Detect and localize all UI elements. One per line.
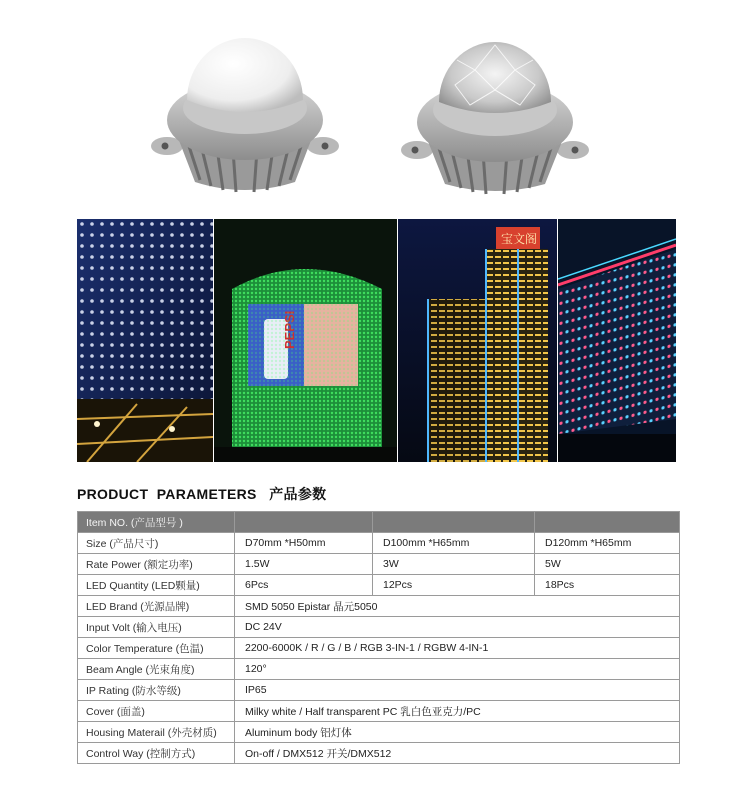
param-label: Control Way (控制方式) xyxy=(78,743,235,764)
table-row xyxy=(78,659,680,680)
table-row xyxy=(78,680,680,701)
table-row xyxy=(78,701,680,722)
param-value: 1.5W xyxy=(235,554,373,575)
table-row xyxy=(78,554,680,575)
frosted-dome-led-icon xyxy=(145,0,345,200)
param-label: Housing Materail (外壳材质) xyxy=(78,722,235,743)
param-value: Aluminum body 铝灯体 xyxy=(235,722,680,743)
lit-skyscraper-photo-icon xyxy=(398,219,557,462)
param-value: On-off / DMX512 开关/DMX512 xyxy=(235,743,680,764)
param-label: Beam Angle (光束角度) xyxy=(78,659,235,680)
table-header-cell xyxy=(373,512,535,533)
param-value: IP65 xyxy=(235,680,680,701)
param-value: SMD 5050 Epistar 晶元5050 xyxy=(235,596,680,617)
param-label: Cover (面盖) xyxy=(78,701,235,722)
table-row xyxy=(78,596,680,617)
product-photo-frosted xyxy=(145,0,345,200)
section-title: PRODUCT PARAMETERS 产品参数 xyxy=(77,486,327,502)
crystal-dome-led-icon xyxy=(395,0,595,200)
table-row xyxy=(78,575,680,596)
table-header-cell xyxy=(535,512,680,533)
application-photo-rgb-building xyxy=(558,219,676,462)
product-photo-crystal xyxy=(395,0,595,200)
led-grid-facade-photo-icon xyxy=(77,219,213,462)
application-photo-strip xyxy=(77,219,676,462)
table-row xyxy=(78,743,680,764)
table-header-label: Item NO. (产品型号 ) xyxy=(78,512,235,533)
param-value: 120° xyxy=(235,659,680,680)
param-label: Rate Power (额定功率) xyxy=(78,554,235,575)
cylindrical-led-screen-photo-icon xyxy=(214,219,397,462)
pepsi-logo-text: PEPSI xyxy=(282,310,297,349)
table-header-cell xyxy=(235,512,373,533)
building-sign-text: 宝文阁 xyxy=(501,232,538,246)
param-label: Color Temperature (色温) xyxy=(78,638,235,659)
param-value: 12Pcs xyxy=(373,575,535,596)
param-label: LED Quantity (LED颗量) xyxy=(78,575,235,596)
application-photo-grid-facade xyxy=(77,219,213,462)
param-value: Milky white / Half transparent PC 乳白色亚克力/PC xyxy=(235,701,680,722)
param-value: D120mm *H65mm xyxy=(535,533,680,554)
param-label: LED Brand (光源品牌) xyxy=(78,596,235,617)
table-header-row xyxy=(78,512,680,533)
param-value: D70mm *H50mm xyxy=(235,533,373,554)
table-row xyxy=(78,638,680,659)
param-value: DC 24V xyxy=(235,617,680,638)
application-photo-skyscraper xyxy=(398,219,557,462)
param-value: 6Pcs xyxy=(235,575,373,596)
table-row xyxy=(78,617,680,638)
param-label: Size (产品尺寸) xyxy=(78,533,235,554)
param-value: 3W xyxy=(373,554,535,575)
param-value: 2200-6000K / R / G / B / RGB 3-IN-1 / RGBW 4-IN-1 xyxy=(235,638,680,659)
param-label: IP Rating (防水等级) xyxy=(78,680,235,701)
application-photo-cylinder-screen xyxy=(214,219,397,462)
param-value: D100mm *H65mm xyxy=(373,533,535,554)
spec-table xyxy=(77,511,680,764)
param-value: 5W xyxy=(535,554,680,575)
table-row xyxy=(78,533,680,554)
rgb-pixel-building-photo-icon xyxy=(558,219,676,462)
param-value: 18Pcs xyxy=(535,575,680,596)
table-row xyxy=(78,722,680,743)
param-label: Input Volt (输入电压) xyxy=(78,617,235,638)
